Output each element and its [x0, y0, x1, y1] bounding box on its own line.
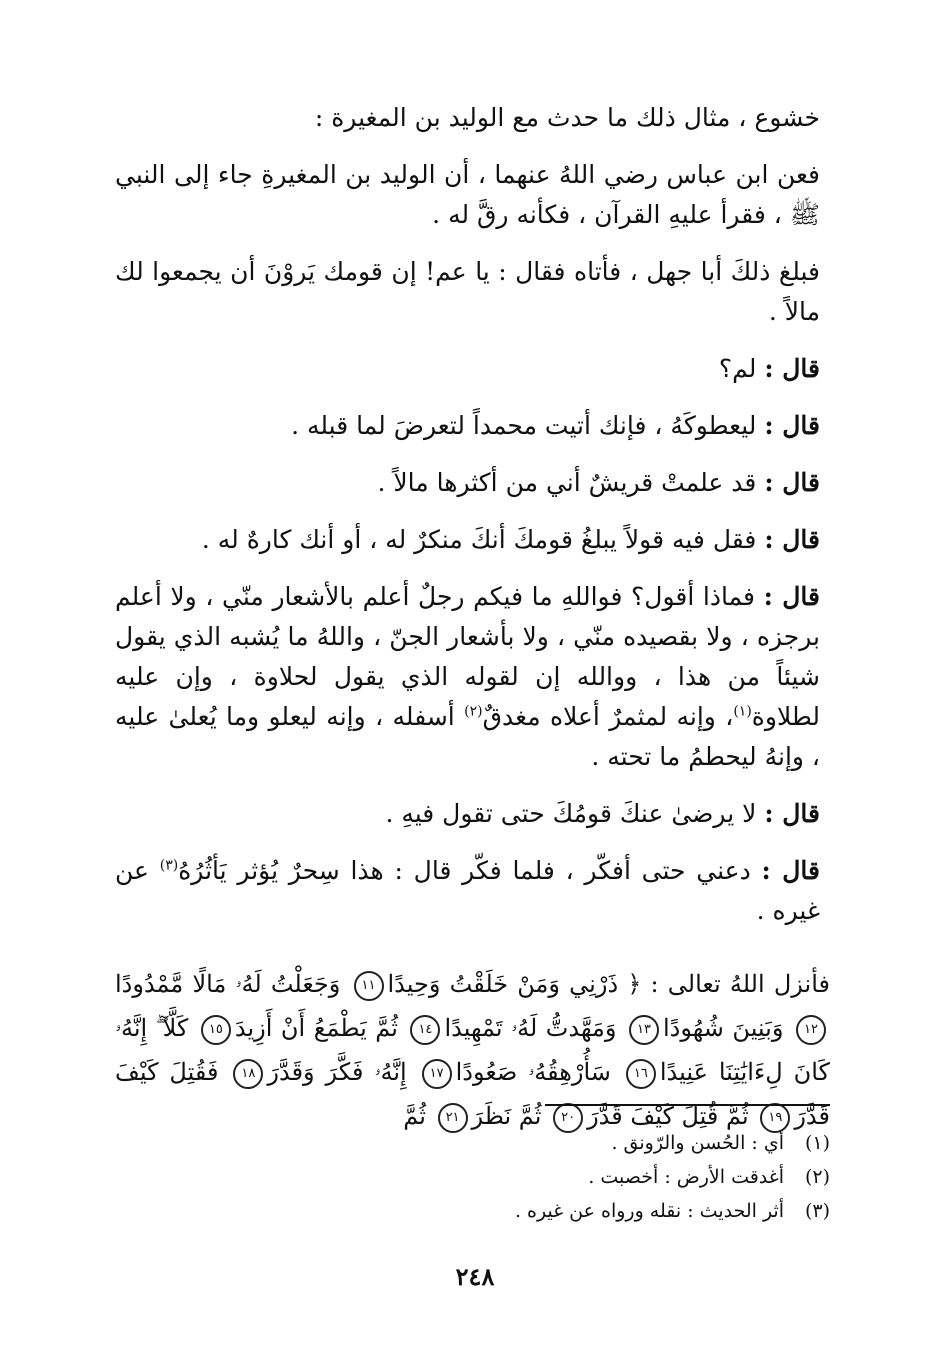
- ayah-number-marker: ٢٠: [553, 1103, 583, 1133]
- quran-passage: [115, 962, 830, 1138]
- dialog-line: [115, 794, 820, 834]
- footnote-number: (١): [804, 1132, 830, 1154]
- speaker-label: قال :: [761, 856, 820, 885]
- dialog-text: فقل فيه قولاً يبلغُ قومكَ أنكَ منكرٌ له ، أو أنك كارهٌ له .: [201, 525, 757, 554]
- reply-text: ، وإنه لمثمرٌ أعلاه مغدقٌ: [482, 702, 734, 731]
- last-reply: [115, 851, 820, 931]
- ayah-number-marker: ١٧: [422, 1059, 452, 1089]
- quran-verse: سَأُرْهِقُهُۥ صَعُودًا: [455, 1058, 611, 1086]
- speaker-label: قال :: [764, 354, 820, 383]
- footnote-ref: (٣): [159, 857, 179, 874]
- reply-text: أسفله ، وإنه ليعلو وما يُعلىٰ عليه ، وإنهُ ليحطمُ ما تحته .: [115, 702, 820, 771]
- quran-verse: ذَرْنِي وَمَنْ خَلَقْتُ وَحِيدًا: [387, 970, 619, 998]
- ayah-number-marker: ١٣: [629, 1015, 659, 1045]
- paragraph: فبلغ ذلكَ أبا جهل ، فأتاه فقال : يا عم! إن قومك يَروْنَ أن يجمعوا لك مالاً .: [115, 257, 820, 326]
- quran-verse: وَجَعَلْتُ لَهُۥ مَالًا مَّمْدُودًا: [115, 970, 341, 998]
- quran-verse: ثُمَّ نَظَرَ: [471, 1102, 542, 1130]
- ayah-number-marker: ١٥: [201, 1015, 231, 1045]
- quran-verse: وَمَهَّدتُّ لَهُۥ تَمْهِيدًا: [444, 1014, 617, 1042]
- dialog-line: [115, 406, 820, 446]
- speaker-label: قال :: [764, 411, 820, 440]
- long-reply: [115, 577, 820, 777]
- footnote-text: أثر الحديث : نقله ورواه عن غيره .: [514, 1200, 784, 1222]
- footnote-number: (٣): [804, 1200, 830, 1222]
- reply-text: فماذا أقول؟ فواللهِ ما فيكم رجلٌ أعلم بالأشعار منّي ، ولا أعلم برجزه ، ولا بقصيده منّي ، ولا بأشعار الجنّ ، واللهُ ما يُشبه الذي يقول شيئاً من هذا ، ووالله إن لقوله الذي يقول لحلاوة ، وإن عليه لطلاوة: [115, 582, 820, 731]
- quran-open-bracket: ﴿: [627, 970, 642, 998]
- footnote-ref: (٢): [464, 703, 483, 720]
- footnote: [300, 1160, 830, 1194]
- footnote-text: أغدقت الأرض : أخصبت .: [588, 1166, 784, 1188]
- ayah-number-marker: ١٩: [760, 1103, 790, 1133]
- quran-verse: كَلَّآ ۖ إِنَّهُۥ كَانَ لِءَايَٰتِنَا عَنِيدًا: [115, 1014, 830, 1086]
- dialog-line: [115, 520, 820, 560]
- paragraph: فعن ابن عباس رضي اللهُ عنهما ، أن الوليد بن المغيرةِ جاء إلى النبي ﷺ ، فقرأ عليهِ القرآن ، فكأنه رقَّ له .: [115, 160, 820, 229]
- body-text: [115, 98, 820, 948]
- dialog-text: لا يرضىٰ عنكَ قومُكَ حتى تقول فيهِ .: [385, 799, 757, 828]
- quran-tail: ثُمَّ: [403, 1102, 426, 1130]
- reply-text: دعني حتى أفكّر ، فلما فكّر قال : هذا سِحرٌ يُؤثر يَأثُرُهُ: [178, 856, 751, 885]
- dialog-text: قد علمتْ قريشٌ أني من أكثرها مالاً .: [377, 468, 757, 497]
- dialog-line: [115, 463, 820, 503]
- quran-verse: ثُمَّ يَطْمَعُ أَنْ أَزِيدَ: [234, 1014, 398, 1042]
- reply-text: عن غيره .: [115, 856, 820, 925]
- ayah-number-marker: ١٤: [410, 1015, 440, 1045]
- ayah-number-marker: ٢١: [438, 1103, 468, 1133]
- speaker-label: قال :: [764, 799, 820, 828]
- page-number: ٢٤٨: [455, 1262, 495, 1291]
- quran-verse: فَقُتِلَ كَيْفَ قَدَّرَ: [115, 1058, 830, 1130]
- quran-intro: فأنزل اللهُ تعالى :: [650, 970, 830, 998]
- quran-verse: إِنَّهُۥ فَكَّرَ وَقَدَّرَ: [267, 1058, 407, 1086]
- footnote-number: (٢): [804, 1166, 830, 1188]
- footnote-divider: [545, 1104, 830, 1106]
- paragraph: خشوع ، مثال ذلك ما حدث مع الوليد بن المغيرة :: [314, 103, 820, 132]
- ayah-number-marker: ١١: [354, 971, 384, 1001]
- footnote: [300, 1126, 830, 1160]
- ayah-number-marker: ١٦: [626, 1059, 656, 1089]
- quran-verse: وَبَنِينَ شُهُودًا: [662, 1014, 784, 1042]
- speaker-label: قال :: [763, 582, 820, 611]
- quran-verse: ثُمَّ قُتِلَ كَيْفَ قَدَّرَ: [587, 1102, 749, 1130]
- speaker-label: قال :: [764, 468, 820, 497]
- dialog-text: لم؟: [718, 354, 757, 383]
- footnotes: [300, 1126, 830, 1228]
- footnote: [300, 1194, 830, 1228]
- ayah-number-marker: ١٨: [233, 1059, 263, 1089]
- dialog-line: [115, 349, 820, 389]
- speaker-label: قال :: [764, 525, 820, 554]
- footnote-ref: (١): [733, 703, 752, 720]
- dialog-text: ليعطوكَهُ ، فإنك أتيت محمداً لتعرضَ لما قبله .: [291, 411, 757, 440]
- footnote-text: أي : الحُسن والرّونق .: [611, 1132, 784, 1154]
- ayah-number-marker: ١٢: [796, 1015, 826, 1045]
